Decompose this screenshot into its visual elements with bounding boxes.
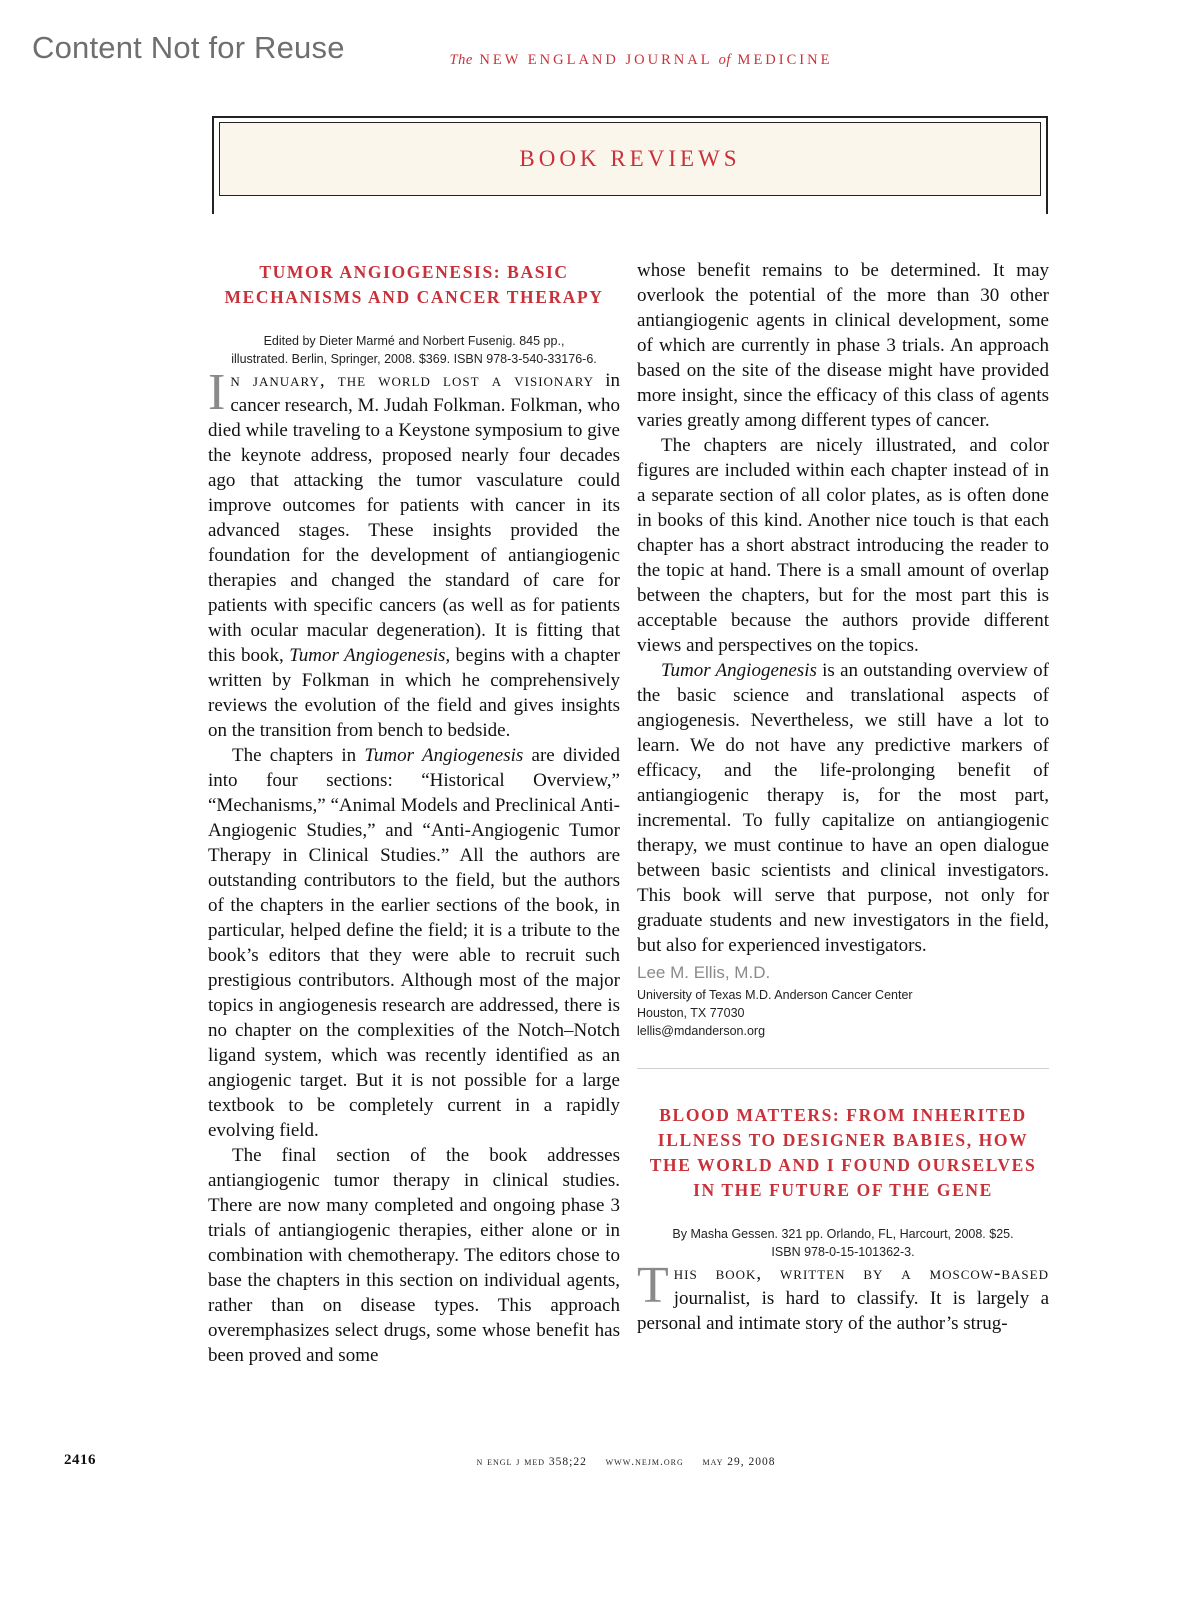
footer-date: may 29, 2008 (702, 1456, 776, 1468)
review1-p1-end: begins with a chapter written by Folkman in which he comprehensively reviews the evolution of the field and gives insights on the transition from bench to bedside. (208, 645, 620, 741)
review2-lead-in: his book, written by a moscow-based (673, 1263, 1049, 1284)
review1-p1-book-title: Tumor Angiogenesis, (289, 645, 451, 666)
review1-p1-text: in cancer research, M. Judah Folkman. Folkman, who died while traveling to a Keystone symposium to give the keynote address, proposed nearly four decades ago that attacking the tumor vasculature could improve outcomes for patients with cancer in its advanced stages. These insights provided the foundation for the development of antiangiogenic therapies and changed the standard of care for patients with specific cancers (as well as for patients with ocular macular degeneration). It is fitting that this book, (208, 370, 620, 666)
review2-bibliography (637, 1225, 1049, 1261)
review1-bib-line1: Edited by Dieter Marmé and Norbert Fusenig. 845 pp., (263, 334, 565, 348)
review1-p2-end: are divided into four sections: “Historical Overview,” “Mechanisms,” “Animal Models and Preclinical Anti-Angiogenic Studies,” and “Anti-Angiogenic Tumor Therapy in Clinical Studies.” All the authors are outstanding contributors to the field, but the authors of the chapters in the earlier sections of the book, in particular, helped define the field; it is a tribute to the book’s editors that they were able to recruit such prestigious contributors. Although most of the major topics in angiogenesis research are addressed, there is no chapter on the complexities of the Notch–Notch ligand system, which was recently identified as an angiogenic target. But it is not possible for a large textbook to be completely current in a rapidly evolving field. (208, 745, 620, 1141)
footer-website: www.nejm.org (605, 1456, 684, 1468)
page-number: 2416 (64, 1452, 96, 1468)
journal-the: The (449, 52, 473, 68)
right-column (637, 258, 1049, 1336)
section-banner (212, 116, 1048, 214)
review1-author-email: lellis@mdanderson.org (637, 1024, 766, 1038)
review2-p1-text: journalist, is hard to classify. It is largely a personal and intimate story of the author’s strug- (637, 1288, 1049, 1334)
review1-paragraph-1 (208, 364, 620, 743)
footer-citation (0, 1456, 1200, 1468)
left-column (208, 258, 620, 1368)
review1-paragraph-5 (637, 658, 1049, 958)
watermark: Content Not for Reuse (32, 30, 345, 65)
review2-bib-line2: ISBN 978-0-15-101362-3. (771, 1245, 915, 1259)
review1-dropcap: I (208, 364, 226, 421)
review1-affiliation-institution: University of Texas M.D. Anderson Cancer Center (637, 988, 913, 1002)
review1-author: Lee M. Ellis, M.D. (637, 963, 771, 982)
review1-p2-start: The chapters in (232, 745, 365, 766)
review1-paragraph-3-continued: whose benefit remains to be determined. It may overlook the potential of the more than 30 other antiangiogenic agents in clinical development, some of which are currently in phase 3 trials. An approach based on the site of the disease might have provided more insight, since the efficacy of this class of agents varies greatly among different types of cancer. (637, 260, 1049, 431)
review1-affiliation-city: Houston, TX 77030 (637, 1006, 745, 1020)
footer-journal-citation: n engl j med 358;22 (476, 1456, 587, 1468)
review2-bib-line1: By Masha Gessen. 321 pp. Orlando, FL, Harcourt, 2008. $25. (672, 1227, 1014, 1241)
review1-paragraph-3: The final section of the book addresses antiangiogenic tumor therapy in clinical studies. There are now many completed and ongoing phase 3 trials of antiangiogenic therapies, either alone or in combination with chemotherapy. The editors chose to base the chapters in this section on individual agents, rather than on disease types. This approach overemphasizes select drugs, some whose benefit has been proved and some (208, 1145, 620, 1366)
journal-name-part2: MEDICINE (737, 52, 833, 68)
review1-p5-end: is an outstanding overview of the basic science and translational aspects of angiogenesis. Nevertheless, we still have a lot to learn. We do not have any predictive markers of efficacy, and the life-prolonging benefit of antiangiogenic therapy is, for the most part, incremental. To fully capitalize on antiangiogenic therapy, we must continue to have an open dialogue between basic scientists and clinical investigators. This book will serve that purpose, not only for graduate students and new investigators in the field, but also for experienced investigators. (637, 660, 1049, 956)
review1-affiliation (637, 986, 1049, 1040)
review1-p5-book-title: Tumor Angiogenesis (661, 660, 817, 681)
review2-title: BLOOD MATTERS: FROM INHERITED ILLNESS TO DESIGNER BABIES, HOW THE WORLD AND I FOUND OURSELVES IN THE FUTURE OF THE GENE (649, 1105, 1037, 1200)
review2-dropcap: T (637, 1257, 669, 1314)
section-title: BOOK REVIEWS (519, 146, 741, 171)
review1-lead-in: n january, the world lost a visionary (230, 370, 595, 391)
review1-paragraph-4: The chapters are nicely illustrated, and color figures are included within each chapter instead of in a separate section of all color plates, as is often done in books of this kind. Another nice touch is that each chapter has a short abstract introducing the reader to the topic at hand. There is a small amount of overlap between the chapters, but for the most part this is acceptable because the authors provide different views and perspectives on the topics. (637, 435, 1049, 656)
banner-box (219, 122, 1041, 196)
review1-bibliography (208, 332, 620, 368)
journal-of: of (718, 52, 731, 68)
journal-name-part1: NEW ENGLAND JOURNAL (479, 52, 713, 68)
journal-header (0, 52, 1200, 69)
review-divider (637, 1068, 1049, 1069)
review1-p2-book-title: Tumor Angiogenesis (364, 745, 524, 766)
review1-paragraph-2 (208, 743, 620, 1143)
review1-bib-line2: illustrated. Berlin, Springer, 2008. $369. ISBN 978-3-540-33176-6. (231, 352, 597, 366)
review1-title: TUMOR ANGIOGENESIS: BASIC MECHANISMS AND CANCER THERAPY (224, 262, 604, 307)
review2-paragraph-1 (637, 1257, 1049, 1336)
